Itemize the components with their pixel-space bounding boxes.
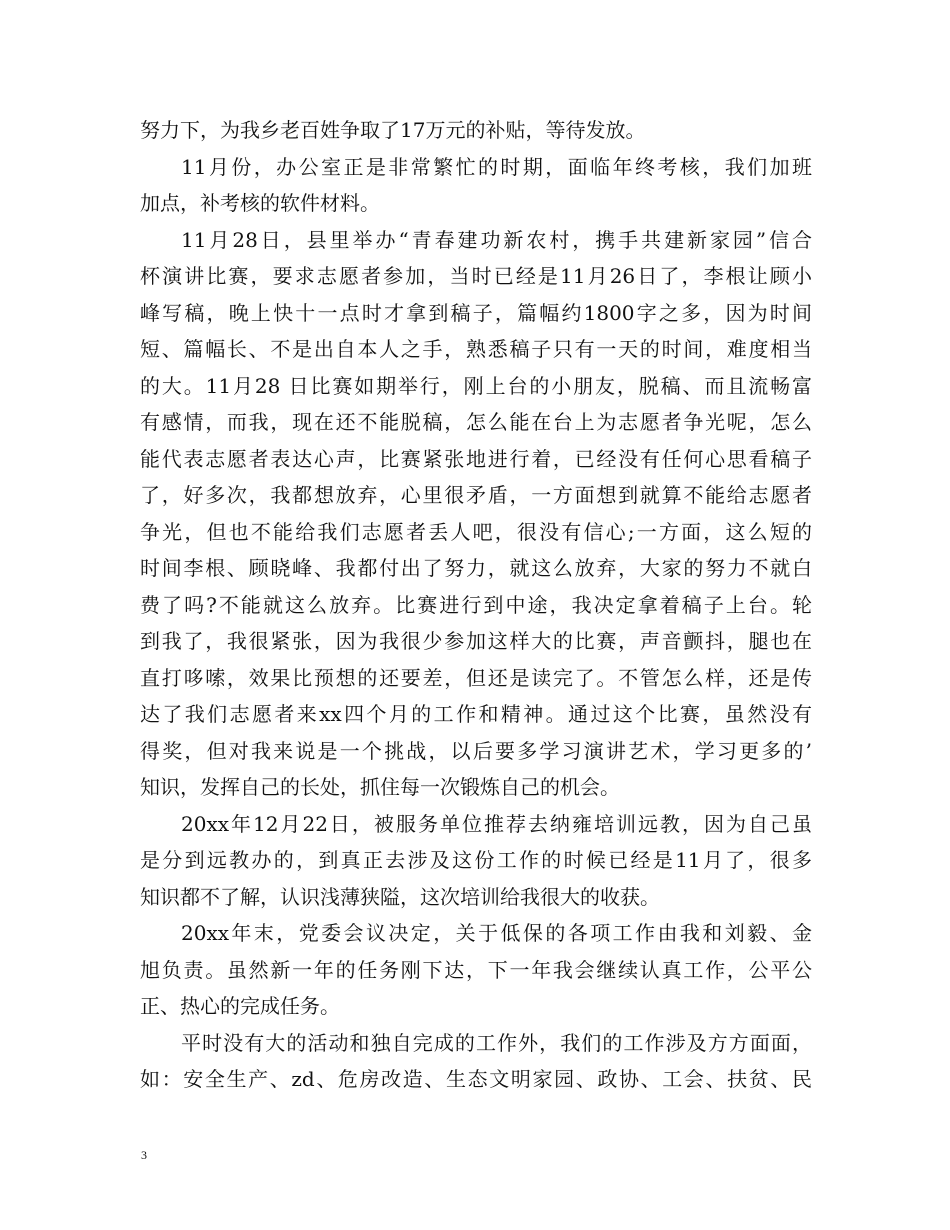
text-line: 知识，发挥自己的长处，抓住每一次锻炼自己的机会。 bbox=[140, 775, 620, 799]
text-line: 时间李根、顾晓峰、我都付出了努力，就这么放弃，大家的努力不就白 bbox=[140, 556, 812, 580]
text-line: 的大。11月28 日比赛如期举行，刚上台的小朋友，脱稿、而且流畅富 bbox=[140, 373, 812, 398]
text-line: 是分到远教办的，到真正去涉及这份工作的时候已经是11月了，很多 bbox=[140, 848, 812, 872]
text-line: 知识都不了解，认识浅薄狭隘，这次培训给我很大的收获。 bbox=[140, 884, 660, 909]
text-line: 平时没有大的活动和独自完成的工作外，我们的工作涉及方方面面， bbox=[181, 1030, 812, 1055]
text-line: 峰写稿，晚上快十一点时才拿到稿子，篇幅约1800字之多，因为时间 bbox=[140, 300, 812, 325]
text-line: 短、篇幅长、不是出自本人之手，熟悉稿子只有一天的时间，难度相当 bbox=[140, 337, 812, 361]
text-line: 能代表志愿者表达心声，比赛紧张地进行着，已经没有任何心思看稿子 bbox=[140, 446, 812, 471]
text-line: 正、热心的完成任务。 bbox=[140, 994, 340, 1018]
text-line: 20xx年末，党委会议决定，关于低保的各项工作由我和刘毅、金 bbox=[181, 921, 812, 945]
page-number: 3 bbox=[141, 1148, 147, 1162]
text-line: 11月份，办公室正是非常繁忙的时期，面临年终考核，我们加班 bbox=[181, 154, 812, 179]
text-line: 杯演讲比赛，要求志愿者参加，当时已经是11月26日了，李根让顾小 bbox=[140, 264, 812, 288]
text-line: 了，好多次，我都想放弃，心里很矛盾，一方面想到就算不能给志愿者 bbox=[140, 483, 812, 507]
text-line: 得奖，但对我来说是一个挑战，以后要多学习演讲艺术，学习更多的’ bbox=[140, 738, 812, 763]
text-line: 20xx年12月22日，被服务单位推荐去纳雍培训远教，因为自己虽 bbox=[181, 811, 812, 836]
text-line: 费了吗?不能就这么放弃。比赛进行到中途，我决定拿着稿子上台。轮 bbox=[140, 592, 812, 617]
text-line: 旭负责。虽然新一年的任务刚下达，下一年我会继续认真工作，公平公 bbox=[140, 957, 812, 982]
text-line: 11月28日，县里举办“青春建功新农村，携手共建新家园”信合 bbox=[181, 227, 812, 252]
text-line: 达了我们志愿者来xx四个月的工作和精神。通过这个比赛，虽然没有 bbox=[140, 702, 812, 726]
text-line: 争光，但也不能给我们志愿者丢人吧，很没有信心;一方面，这么短的 bbox=[140, 519, 812, 544]
text-line: 直打哆嗦，效果比预想的还要差，但还是读完了。不管怎么样，还是传 bbox=[140, 665, 812, 690]
text-line: 加点，补考核的软件材料。 bbox=[140, 191, 380, 215]
body-text bbox=[140, 112, 812, 1098]
text-line: 到我了，我很紧张，因为我很少参加这样大的比赛，声音颤抖，腿也在 bbox=[140, 629, 812, 653]
text-line: 如：安全生产、zd、危房改造、生态文明家园、政协、工会、扶贫、民 bbox=[140, 1067, 812, 1091]
text-line: 努力下，为我乡老百姓争取了17万元的补贴，等待发放。 bbox=[140, 118, 646, 142]
text-line: 有感情，而我，现在还不能脱稿，怎么能在台上为志愿者争光呢，怎么 bbox=[140, 410, 812, 434]
